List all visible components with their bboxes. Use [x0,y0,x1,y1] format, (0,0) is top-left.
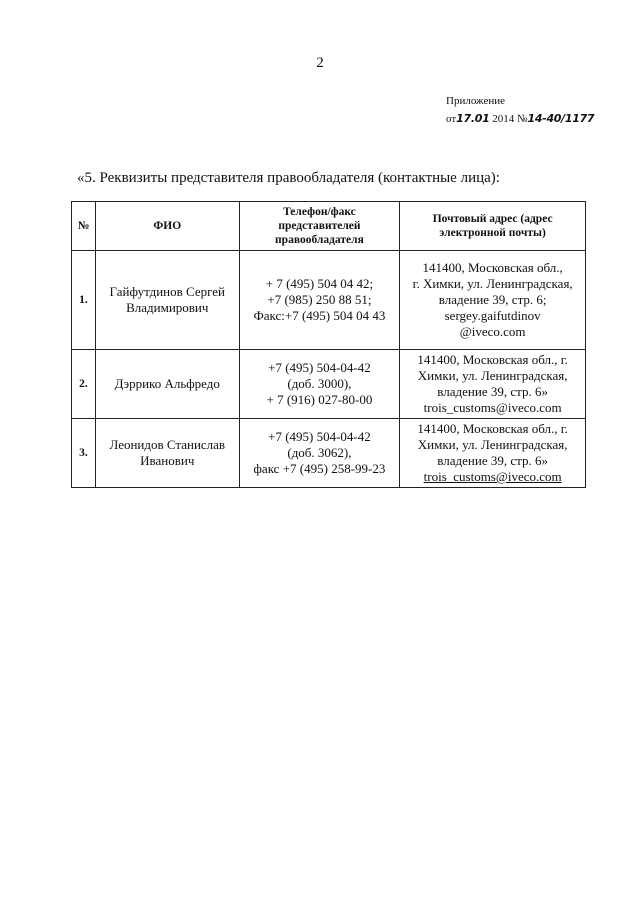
appendix-prefix: от [446,113,457,125]
table-row [72,350,586,419]
section-heading: «5. Реквизиты представителя правообладателя (контактные лица): [77,170,500,186]
appendix-number-sign: № [516,113,528,125]
contacts-table [71,201,586,488]
header-num: № [72,202,96,251]
appendix-date-line [446,110,594,128]
header-phone: Телефон/факс представителей правообладателя [239,202,400,251]
table-header-row [72,202,586,251]
row-num: 3. [72,419,96,488]
row-name: Гайфутдинов Сергей Владимирович [95,251,239,350]
row-phone: +7 (495) 504-04-42 (доб. 3062), факс +7 (495) 258-99-23 [239,419,400,488]
table-row [72,419,586,488]
appendix-year: 2014 [492,113,515,125]
header-address: Почтовый адрес (адрес электронной почты) [400,202,586,251]
table-row [72,251,586,350]
row-name: Дэррико Альфредо [95,350,239,419]
row-num: 2. [72,350,96,419]
row-phone: + 7 (495) 504 04 42; +7 (985) 250 88 51; Факс:+7 (495) 504 04 43 [239,251,400,350]
row-num: 1. [72,251,96,350]
appendix-block [446,93,594,128]
appendix-date-handwritten: 17.01 [456,112,490,125]
email-link: trois_customs@iveco.com [423,469,562,484]
row-name: Леонидов Станислав Иванович [95,419,239,488]
header-name: ФИО [95,202,239,251]
page-number: 2 [316,55,324,71]
appendix-label: Приложение [446,95,506,107]
row-address: 141400, Московская обл., г. Химки, ул. Ленинградская, владение 39, стр. 6» trois_customs@iveco.com [400,350,586,419]
row-address: 141400, Московская обл., г. Химки, ул. Ленинградская, владение 39, стр. 6» trois_customs@iveco.com [400,419,586,488]
row-address: 141400, Московская обл., г. Химки, ул. Ленинградская, владение 39, стр. 6; sergey.gaifutdinov @iveco.com [400,251,586,350]
appendix-number-handwritten: 14-40/1177 [527,112,595,125]
row-phone: +7 (495) 504-04-42 (доб. 3000), + 7 (916) 027-80-00 [239,350,400,419]
